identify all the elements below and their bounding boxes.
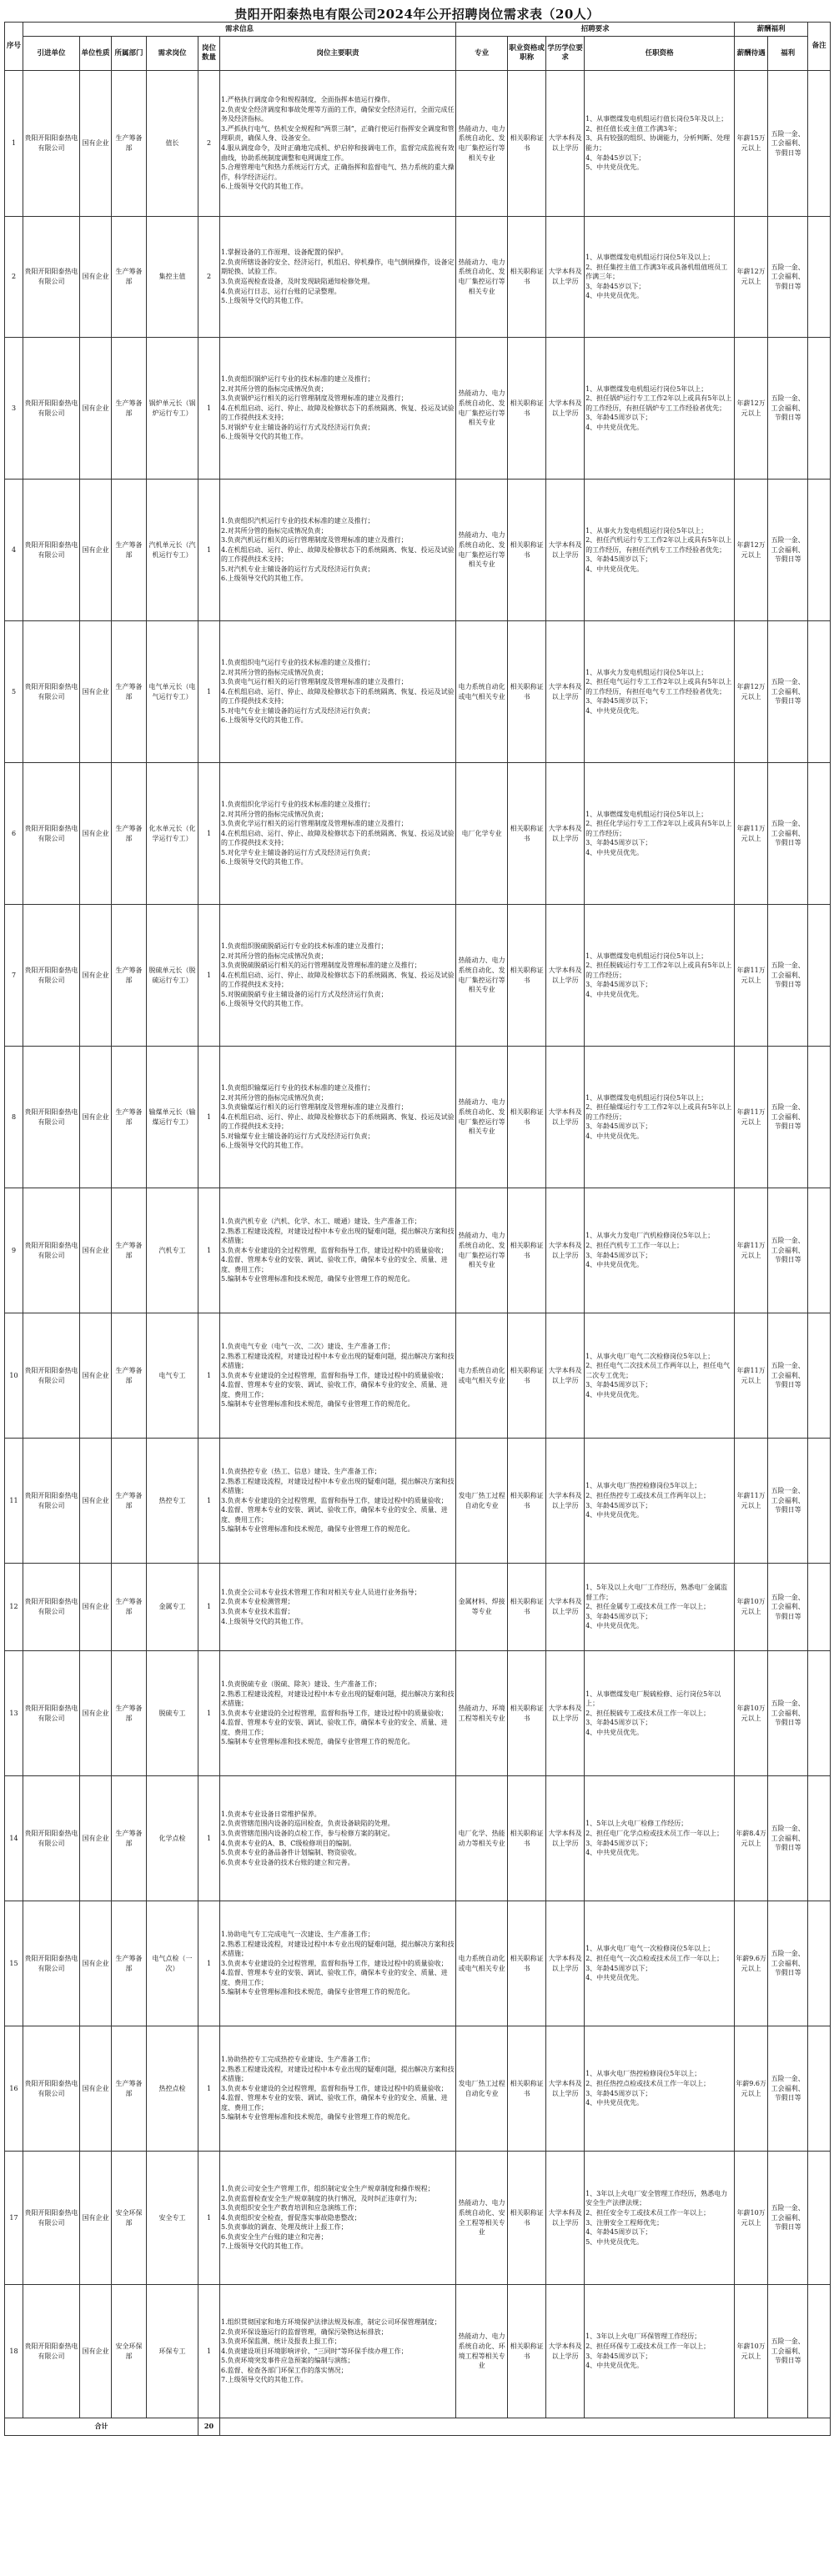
header-post: 需求岗位: [147, 37, 198, 71]
edu-cell: 大学本科及以上学历: [546, 763, 585, 905]
nature-cell: 国有企业: [80, 1776, 112, 1901]
count-cell: 1: [198, 338, 220, 480]
unit-cell: 贵阳开阳阳泰热电有限公司: [23, 1047, 80, 1188]
post-cell: 电气点检（一次）: [147, 1901, 198, 2026]
post-cell: 化水单元长（化学运行专工）: [147, 763, 198, 905]
nature-cell: 国有企业: [80, 2285, 112, 2418]
welfare-cell: 五险一金、工会福利、节假日等: [768, 621, 808, 763]
post-cell: 化学点检: [147, 1776, 198, 1901]
welfare-cell: 五险一金、工会福利、节假日等: [768, 1901, 808, 2026]
post-cell: 输煤单元长（输煤运行专工）: [147, 1047, 198, 1188]
qualification-cell: 1、从事火电厂热控检修岗位5年以上； 2、担任热控专工或技术员工作两年以上； 3、年龄45周岁以下； 4、中共党员优先。: [585, 1439, 735, 1564]
nature-cell: 国有企业: [80, 905, 112, 1047]
major-cell: 热能动力、电力系统自动化、环境工程等相关专业: [456, 2285, 508, 2418]
total-label: 合计: [5, 2418, 198, 2436]
unit-cell: 贵阳开阳阳泰热电有限公司: [23, 71, 80, 217]
qualification-cell: 1、从事燃煤发电厂脱硫检修、运行岗位5年以上； 2、担任脱硫专工或技术员工作一年以上； 3、年龄45周岁以下； 4、中共党员优先。: [585, 1651, 735, 1776]
salary-cell: 年薪8.4万元以上: [735, 1776, 768, 1901]
unit-cell: 贵阳开阳阳泰热电有限公司: [23, 1901, 80, 2026]
qualification-cell: 1、从事燃煤发电机组运行岗位5年以上； 2、担任脱硫运行专工工作2年以上或具有5年以上的工作经历； 3、年龄45周岁以下； 4、中共党员优先。: [585, 905, 735, 1047]
row-number: 6: [5, 763, 23, 905]
row-number: 18: [5, 2285, 23, 2418]
salary-cell: 年薪9.6万元以上: [735, 1901, 768, 2026]
duty-cell: 1.负责组织输煤运行专业的技术标准的建立及推行； 2.对其所分管的指标完成情况负责； 3.负责输煤运行相关的运行管理制度及管理标准的建立及推行； 4.在机组启动、运行、停止、故障及检修状态下的系统隔离、恢复、投运及试验的工作提供技术支持； 5.对输煤专业主辅设备的运行方式及经济运行负责； 6.上级领导交代的其他工作。: [220, 1047, 456, 1188]
count-cell: 1: [198, 1564, 220, 1651]
nature-cell: 国有企业: [80, 1564, 112, 1651]
post-cell: 金属专工: [147, 1564, 198, 1651]
note-cell: [808, 1313, 831, 1439]
edu-cell: 大学本科及以上学历: [546, 1188, 585, 1313]
cert-cell: 相关职称证书: [508, 1901, 546, 2026]
count-cell: 1: [198, 1901, 220, 2026]
row-number: 9: [5, 1188, 23, 1313]
qualification-cell: 1、5年及以上火电厂工作经历，熟悉电厂金属监督工作； 2、担任金属专工或技术员工作一年以上； 3、年龄45周岁以下； 4、中共党员优先。: [585, 1564, 735, 1651]
qualification-cell: 1、从事火力发电机组运行岗位5年以上； 2、担任汽机运行专工工作2年以上或具有5年以上的工作经历，有担任汽机专工工作经验者优先； 3、年龄45周岁以下； 4、中共党员优先。: [585, 480, 735, 621]
major-cell: 电力系统自动化或电气相关专业: [456, 1901, 508, 2026]
nature-cell: 国有企业: [80, 2152, 112, 2285]
count-cell: 1: [198, 1188, 220, 1313]
nature-cell: 国有企业: [80, 480, 112, 621]
cert-cell: 相关职称证书: [508, 338, 546, 480]
edu-cell: 大学本科及以上学历: [546, 217, 585, 338]
note-cell: [808, 1776, 831, 1901]
major-cell: 电力系统自动化或电气相关专业: [456, 1313, 508, 1439]
welfare-cell: 五险一金、工会福利、节假日等: [768, 763, 808, 905]
duty-cell: 1.负责组织化学运行专业的技术标准的建立及推行； 2.对其所分管的指标完成情况负责； 3.负责化学运行相关的运行管理制度及管理标准的建立及推行； 4.在机组启动、运行、停止、故障及检修状态下的系统隔离、恢复、投运及试验的工作提供技术支持； 5.对化学专业主辅设备的运行方式及经济运行负责； 6.上级领导交代的其他工作。: [220, 763, 456, 905]
salary-cell: 年薪11万元以上: [735, 763, 768, 905]
qualification-cell: 1、从事燃煤发电机组运行岗位5年以上； 2、担任锅炉运行专工工作2年以上或具有5年以上的工作经历，有担任锅炉专工工作经验者优先； 3、年龄45周岁以下； 4、中共党员优先。: [585, 338, 735, 480]
post-cell: 电气单元长（电气运行专工）: [147, 621, 198, 763]
welfare-cell: 五险一金、工会福利、节假日等: [768, 217, 808, 338]
note-cell: [808, 2152, 831, 2285]
salary-cell: 年薪10万元以上: [735, 1564, 768, 1651]
duty-cell: 1.组织贯彻国家和地方环境保护法律法规及标准，制定公司环保管理制度； 2.负责环保设施运行的监督管理，确保污染物达标排放； 3.负责环保监测、统计及报表上报工作； 4.负责建设项目环境影响评价、“三同时”等环保手续办理工作； 5.负责环境突发事件应急预案的编制与演练； 6.监督、检查各部门环保工作的落实情况； 7.上级领导交代的其他工作。: [220, 2285, 456, 2418]
table-row: [5, 71, 831, 217]
unit-cell: 贵阳开阳阳泰热电有限公司: [23, 1564, 80, 1651]
nature-cell: 国有企业: [80, 71, 112, 217]
dept-cell: 生产筹备部: [112, 1313, 147, 1439]
duty-cell: 1.负责汽机专业（汽机、化学、水工、暖通）建设、生产准备工作； 2.熟悉工程建设流程，对建设过程中本专业出现的疑难问题，提出解决方案和技术措施； 3.负责本专业建设的全过程管理，监督和指导工作，建设过程中的质量验收； 4.监督、管理本专业的安装、调试、验收工作，确保本专业的安全、质量、进度、费用工作； 5.编制本专业管理标准和技术规范，确保专业管理工作的规范化。: [220, 1188, 456, 1313]
post-cell: 电气专工: [147, 1313, 198, 1439]
header-cert: 职业资格或职称: [508, 37, 546, 71]
major-cell: 电厂化学专业: [456, 763, 508, 905]
duty-cell: 1.负责本专业设备日常维护保养。 2.负责管辖范围内设备的巡回检查，负责设备缺陷的处理。 3.负责管辖范围内设备的点检工作，参与检修方案的制定。 4.负责本专业的A、B、C级检修项目的编制。 5.负责本专业的备品备件计划编制、物资验收。 6.负责本专业设备的技术台账的建立和完善。: [220, 1776, 456, 1901]
duty-cell: 1.负责组织汽机运行专业的技术标准的建立及推行； 2.对其所分管的指标完成情况负责； 3.负责汽机运行相关的运行管理制度及管理标准的建立及推行； 4.在机组启动、运行、停止、故障及检修状态下的系统隔离、恢复、投运及试验的工作提供技术支持； 5.对汽机专业主辅设备的运行方式及经济运行负责； 6.上级领导交代的其他工作。: [220, 480, 456, 621]
qualification-cell: 1、3年以上火电厂安全管理工作经历，熟悉电力安全生产法律法规； 2、担任安全专工或技术员工作一年以上； 3、注册安全工程师优先； 4、年龄45周岁以下； 5、中共党员优先。: [585, 2152, 735, 2285]
note-cell: [808, 1651, 831, 1776]
qualification-cell: 1、从事火力发电厂汽机检修岗位5年以上； 2、担任汽机专工工作一年以上； 3、年龄45周岁以下； 4、中共党员优先。: [585, 1188, 735, 1313]
header-major: 专业: [456, 37, 508, 71]
edu-cell: 大学本科及以上学历: [546, 480, 585, 621]
note-cell: [808, 621, 831, 763]
major-cell: 热能动力、电力系统自动化、发电厂集控运行等相关专业: [456, 480, 508, 621]
post-cell: 汽机单元长（汽机运行专工）: [147, 480, 198, 621]
count-cell: 1: [198, 1439, 220, 1564]
nature-cell: 国有企业: [80, 763, 112, 905]
note-cell: [808, 480, 831, 621]
unit-cell: 贵阳开阳阳泰热电有限公司: [23, 621, 80, 763]
table-row: [5, 1313, 831, 1439]
cert-cell: 相关职称证书: [508, 621, 546, 763]
total-count: 20: [198, 2418, 220, 2436]
header-count: 岗位数量: [198, 37, 220, 71]
table-row: [5, 1047, 831, 1188]
welfare-cell: 五险一金、工会福利、节假日等: [768, 1564, 808, 1651]
salary-cell: 年薪12万元以上: [735, 621, 768, 763]
note-cell: [808, 1188, 831, 1313]
note-cell: [808, 1439, 831, 1564]
major-cell: 热能动力、电力系统自动化、安全工程等相关专业: [456, 2152, 508, 2285]
salary-cell: 年薪11万元以上: [735, 1439, 768, 1564]
row-number: 10: [5, 1313, 23, 1439]
unit-cell: 贵阳开阳阳泰热电有限公司: [23, 1313, 80, 1439]
header-group-requirements: 招聘要求: [456, 23, 735, 37]
cert-cell: 相关职称证书: [508, 2285, 546, 2418]
salary-cell: 年薪15万元以上: [735, 71, 768, 217]
salary-cell: 年薪10万元以上: [735, 2285, 768, 2418]
row-number: 12: [5, 1564, 23, 1651]
salary-cell: 年薪12万元以上: [735, 338, 768, 480]
cert-cell: 相关职称证书: [508, 1776, 546, 1901]
welfare-cell: 五险一金、工会福利、节假日等: [768, 338, 808, 480]
unit-cell: 贵阳开阳阳泰热电有限公司: [23, 2026, 80, 2152]
header-group-demand: 需求信息: [23, 23, 456, 37]
edu-cell: 大学本科及以上学历: [546, 1651, 585, 1776]
unit-cell: 贵阳开阳阳泰热电有限公司: [23, 2285, 80, 2418]
major-cell: 热能动力、电力系统自动化、发电厂集控运行等相关专业: [456, 1047, 508, 1188]
header-duty: 岗位主要职责: [220, 37, 456, 71]
dept-cell: 安全环保部: [112, 2285, 147, 2418]
row-number: 7: [5, 905, 23, 1047]
cert-cell: 相关职称证书: [508, 1439, 546, 1564]
table-row: [5, 1439, 831, 1564]
major-cell: 电力系统自动化或电气相关专业: [456, 621, 508, 763]
count-cell: 1: [198, 1047, 220, 1188]
post-cell: 热控点检: [147, 2026, 198, 2152]
count-cell: 1: [198, 763, 220, 905]
major-cell: 发电厂热工过程自动化专业: [456, 1439, 508, 1564]
welfare-cell: 五险一金、工会福利、节假日等: [768, 1776, 808, 1901]
unit-cell: 贵阳开阳阳泰热电有限公司: [23, 217, 80, 338]
cert-cell: 相关职称证书: [508, 217, 546, 338]
nature-cell: 国有企业: [80, 217, 112, 338]
table-row: [5, 2026, 831, 2152]
note-cell: [808, 338, 831, 480]
cert-cell: 相关职称证书: [508, 1651, 546, 1776]
salary-cell: 年薪11万元以上: [735, 1313, 768, 1439]
duty-cell: 1.严格执行调度命令和规程制度，全面指挥本值运行操作。 2.负责安全经济调度和事故处理等方面的工作，确保安全经济运行，全面完成任务及经济指标。 3.严抓执行电气、热机安全规程和“两票三制”，正确行使运行指挥安全调度和管理职责，确保人身、设备安全。 4.服从调度命令，及时正确地完成机、炉启停和接调电工作，监督完成监视有效曲线，协助系统制度调整和电网调度工作。 5.合理管理电气和热力系统运行方式，正确指挥和监督电气、热力系统的重大操作，科学经济运行。 6.上级领导交代的其他工作。: [220, 71, 456, 217]
qualification-cell: 1、从事火电厂电气一次检修岗位5年以上； 2、担任电气一次点检或技术员工作一年以上； 3、年龄45周岁以下； 4、中共党员优先。: [585, 1901, 735, 2026]
post-cell: 集控主值: [147, 217, 198, 338]
qualification-cell: 1、从事燃煤发电机组运行岗位5年及以上； 2、担任集控主值工作满3年或具备机组值班员工作满三年； 3、年龄45岁以下； 4、中共党员优先。: [585, 217, 735, 338]
dept-cell: 生产筹备部: [112, 1188, 147, 1313]
major-cell: 发电厂热工过程自动化专业: [456, 2026, 508, 2152]
qualification-cell: 1、从事燃煤发电机组运行值长岗位5年及以上； 2、担任值长或主值工作满3年； 3、具有较强的组织、协调能力，分析判断、处理能力； 4、年龄45岁以下； 5、中共党员优先。: [585, 71, 735, 217]
nature-cell: 国有企业: [80, 338, 112, 480]
count-cell: 1: [198, 2285, 220, 2418]
dept-cell: 生产筹备部: [112, 763, 147, 905]
qualification-cell: 1、从事燃煤发电机组运行岗位5年以上； 2、担任输煤运行专工工作2年以上或具有5年以上的工作经历； 3、年龄45周岁以下； 4、中共党员优先。: [585, 1047, 735, 1188]
cert-cell: 相关职称证书: [508, 71, 546, 217]
dept-cell: 生产筹备部: [112, 1047, 147, 1188]
row-number: 17: [5, 2152, 23, 2285]
row-number: 15: [5, 1901, 23, 2026]
total-row: [5, 2418, 831, 2436]
duty-cell: 1.协助热控专工完成热控专业建设、生产准备工作； 2.熟悉工程建设流程，对建设过程中本专业出现的疑难问题，提出解决方案和技术措施； 3.负责本专业建设的全过程管理，监督和指导工作，建设过程中的质量验收； 4.监督、管理本专业的安装、调试、验收工作，确保本专业的安全、质量、进度、费用工作； 5.编制本专业管理标准和技术规范，确保专业管理工作的规范化。: [220, 2026, 456, 2152]
post-cell: 安全专工: [147, 2152, 198, 2285]
duty-cell: 1.负责组织锅炉运行专业的技术标准的建立及推行； 2.对其所分管的指标完成情况负责； 3.负责锅炉运行相关的运行管理制度及管理标准的建立及推行； 4.在机组启动、运行、停止、故障及检修状态下的系统隔离、恢复、投运及试验的工作提供技术支持； 5.对锅炉专业主辅设备的运行方式及经济运行负责； 6.上级领导交代的其他工作。: [220, 338, 456, 480]
edu-cell: 大学本科及以上学历: [546, 2152, 585, 2285]
cert-cell: 相关职称证书: [508, 1188, 546, 1313]
note-cell: [808, 1564, 831, 1651]
edu-cell: 大学本科及以上学历: [546, 621, 585, 763]
table-row: [5, 763, 831, 905]
duty-cell: 1.负责组织脱硫脱硝运行专业的技术标准的建立及推行； 2.对其所分管的指标完成情况负责； 3.负责脱硫脱硝运行相关的运行管理制度及管理标准的建立及推行； 4.在机组启动、运行、停止、故障及检修状态下的系统隔离、恢复、投运及试验的工作提供技术支持； 5.对脱硫脱硝专业主辅设备的运行方式及经济运行负责； 6.上级领导交代的其他工作。: [220, 905, 456, 1047]
major-cell: 热能动力、电力系统自动化、发电厂集控运行等相关专业: [456, 71, 508, 217]
header-edu: 学历学位要求: [546, 37, 585, 71]
major-cell: 热能动力、电力系统自动化、发电厂集控运行等相关专业: [456, 217, 508, 338]
count-cell: 1: [198, 1776, 220, 1901]
table-row: [5, 1564, 831, 1651]
note-cell: [808, 71, 831, 217]
unit-cell: 贵阳开阳阳泰热电有限公司: [23, 480, 80, 621]
post-cell: 汽机专工: [147, 1188, 198, 1313]
dept-cell: 生产筹备部: [112, 480, 147, 621]
cert-cell: 相关职称证书: [508, 2026, 546, 2152]
unit-cell: 贵阳开阳阳泰热电有限公司: [23, 1651, 80, 1776]
welfare-cell: 五险一金、工会福利、节假日等: [768, 1439, 808, 1564]
table-row: [5, 217, 831, 338]
salary-cell: 年薪12万元以上: [735, 480, 768, 621]
note-cell: [808, 2026, 831, 2152]
salary-cell: 年薪11万元以上: [735, 905, 768, 1047]
header-qual: 任职资格: [585, 37, 735, 71]
table-row: [5, 1651, 831, 1776]
row-number: 2: [5, 217, 23, 338]
duty-cell: 1.负责全公司本专业技术管理工作和对相关专业人员进行业务指导； 2.负责本专业检测管理； 3.负责本专业技术监督； 4.上级领导交代的其他工作。: [220, 1564, 456, 1651]
row-number: 14: [5, 1776, 23, 1901]
post-cell: 值长: [147, 71, 198, 217]
count-cell: 1: [198, 1651, 220, 1776]
salary-cell: 年薪10万元以上: [735, 1651, 768, 1776]
dept-cell: 生产筹备部: [112, 71, 147, 217]
note-cell: [808, 1901, 831, 2026]
dept-cell: 生产筹备部: [112, 1776, 147, 1901]
table-row: [5, 2152, 831, 2285]
salary-cell: 年薪9.6万元以上: [735, 2026, 768, 2152]
major-cell: 金属材料、焊接等专业: [456, 1564, 508, 1651]
header-unit: 引进单位: [23, 37, 80, 71]
cert-cell: 相关职称证书: [508, 763, 546, 905]
dept-cell: 生产筹备部: [112, 1651, 147, 1776]
qualification-cell: 1、3年以上火电厂环保管理工作经历； 2、担任环保专工或技术员工作一年以上； 3、年龄45周岁以下； 4、中共党员优先。: [585, 2285, 735, 2418]
dept-cell: 生产筹备部: [112, 2026, 147, 2152]
duty-cell: 1.负责脱硫专业（脱硫、除灰）建设、生产准备工作； 2.熟悉工程建设流程，对建设过程中本专业出现的疑难问题，提出解决方案和技术措施； 3.负责本专业建设的全过程管理，监督和指导工作，建设过程中的质量验收； 4.监督、管理本专业的安装、调试、验收工作，确保本专业的安全、质量、进度、费用工作； 5.编制本专业管理标准和技术规范，确保专业管理工作的规范化。: [220, 1651, 456, 1776]
note-cell: [808, 905, 831, 1047]
edu-cell: 大学本科及以上学历: [546, 1439, 585, 1564]
row-number: 11: [5, 1439, 23, 1564]
duty-cell: 1.负责热控专业（热工、信息）建设、生产准备工作； 2.熟悉工程建设流程，对建设过程中本专业出现的疑难问题，提出解决方案和技术措施； 3.负责本专业建设的全过程管理，监督和指导工作，建设过程中的质量验收； 4.监督、管理本专业的安装、调试、验收工作，确保本专业的安全、质量、进度、费用工作； 5.编制本专业管理标准和技术规范，确保专业管理工作的规范化。: [220, 1439, 456, 1564]
table-row: [5, 1901, 831, 2026]
edu-cell: 大学本科及以上学历: [546, 1776, 585, 1901]
count-cell: 1: [198, 2152, 220, 2285]
cert-cell: 相关职称证书: [508, 2152, 546, 2285]
qualification-cell: 1、从事火电厂电气二次检修岗位5年以上； 2、担任电气二次技术员工作两年以上，担任电气二次专工优先； 3、年龄45周岁以下； 4、中共党员优先。: [585, 1313, 735, 1439]
edu-cell: 大学本科及以上学历: [546, 1313, 585, 1439]
count-cell: 2: [198, 217, 220, 338]
duty-cell: 1.负责组织电气运行专业的技术标准的建立及推行； 2.对其所分管的指标完成情况负责； 3.负责电气运行相关的运行管理制度及管理标准的建立及推行； 4.在机组启动、运行、停止、故障及检修状态下的系统隔离、恢复、投运及试验的工作提供技术支持； 5.对电气专业主辅设备的运行方式及经济运行负责； 6.上级领导交代的其他工作。: [220, 621, 456, 763]
welfare-cell: 五险一金、工会福利、节假日等: [768, 1047, 808, 1188]
row-number: 8: [5, 1047, 23, 1188]
dept-cell: 生产筹备部: [112, 217, 147, 338]
nature-cell: 国有企业: [80, 1188, 112, 1313]
major-cell: 热能动力、电力系统自动化、发电厂集控运行等相关专业: [456, 1188, 508, 1313]
row-number: 3: [5, 338, 23, 480]
cert-cell: 相关职称证书: [508, 1047, 546, 1188]
unit-cell: 贵阳开阳阳泰热电有限公司: [23, 905, 80, 1047]
table-row: [5, 1776, 831, 1901]
welfare-cell: 五险一金、工会福利、节假日等: [768, 1188, 808, 1313]
page-title: 贵阳开阳泰热电有限公司2024年公开招聘岗位需求表（20人）: [234, 7, 600, 22]
salary-cell: 年薪11万元以上: [735, 1188, 768, 1313]
cert-cell: 相关职称证书: [508, 905, 546, 1047]
post-cell: 锅炉单元长（锅炉运行专工）: [147, 338, 198, 480]
note-cell: [808, 217, 831, 338]
header-welfare: 福利: [768, 37, 808, 71]
row-number: 16: [5, 2026, 23, 2152]
edu-cell: 大学本科及以上学历: [546, 905, 585, 1047]
dept-cell: 生产筹备部: [112, 338, 147, 480]
major-cell: 热能动力、电力系统自动化、发电厂集控运行等相关专业: [456, 338, 508, 480]
qualification-cell: 1、从事火电厂热控检修岗位5年以上； 2、担任热控点检或技术员工作一年以上； 3、年龄45周岁以下； 4、中共党员优先。: [585, 2026, 735, 2152]
nature-cell: 国有企业: [80, 1651, 112, 1776]
edu-cell: 大学本科及以上学历: [546, 2285, 585, 2418]
welfare-cell: 五险一金、工会福利、节假日等: [768, 71, 808, 217]
dept-cell: 生产筹备部: [112, 1439, 147, 1564]
count-cell: 1: [198, 621, 220, 763]
table-row: [5, 2285, 831, 2418]
count-cell: 1: [198, 480, 220, 621]
cert-cell: 相关职称证书: [508, 480, 546, 621]
duty-cell: 1.负责电气专业（电气一次、二次）建设、生产准备工作； 2.熟悉工程建设流程，对建设过程中本专业出现的疑难问题，提出解决方案和技术措施； 3.负责本专业建设的全过程管理，监督和指导工作，建设过程中的质量验收； 4.监督、管理本专业的安装、调试、验收工作，确保本专业的安全、质量、进度、费用工作； 5.编制本专业管理标准和技术规范，确保专业管理工作的规范化。: [220, 1313, 456, 1439]
qualification-cell: 1、5年以上火电厂检修工作经历； 2、担任电厂化学点检或技术员工作一年以上； 3、年龄45周岁以下； 4、中共党员优先。: [585, 1776, 735, 1901]
row-number: 4: [5, 480, 23, 621]
unit-cell: 贵阳开阳阳泰热电有限公司: [23, 338, 80, 480]
edu-cell: 大学本科及以上学历: [546, 338, 585, 480]
count-cell: 1: [198, 905, 220, 1047]
qualification-cell: 1、从事燃煤发电机组运行岗位5年以上； 2、担任化学运行专工工作2年以上或具有5年以上的工作经历； 3、年龄45周岁以下； 4、中共党员优先。: [585, 763, 735, 905]
header-salary: 薪酬待遇: [735, 37, 768, 71]
header-dept: 所属部门: [112, 37, 147, 71]
header-nature: 单位性质: [80, 37, 112, 71]
count-cell: 1: [198, 2026, 220, 2152]
post-cell: 脱硫单元长（脱硫运行专工）: [147, 905, 198, 1047]
welfare-cell: 五险一金、工会福利、节假日等: [768, 480, 808, 621]
row-number: 1: [5, 71, 23, 217]
welfare-cell: 五险一金、工会福利、节假日等: [768, 2152, 808, 2285]
major-cell: 热能动力、环境工程等相关专业: [456, 1651, 508, 1776]
dept-cell: 生产筹备部: [112, 1564, 147, 1651]
duty-cell: 1.协助电气专工完成电气一次建设、生产准备工作； 2.熟悉工程建设流程，对建设过程中本专业出现的疑难问题，提出解决方案和技术措施； 3.负责本专业建设的全过程管理，监督和指导工作，建设过程中的质量验收； 4.监督、管理本专业的安装、调试、验收工作，确保本专业的安全、质量、进度、费用工作； 5.编制本专业管理标准和技术规范，确保专业管理工作的规范化。: [220, 1901, 456, 2026]
duty-cell: 1.掌握设备的工作原理、设备配置的保护。 2.负责所辖设备的安全、经济运行，机组启、停机操作，电气倒闸操作，设备定期轮换、试验工作。 3.负责巡视检查设备，及时发现缺陷通知检修处理。 4.负责运行日志、运行台账的记录整理。 5.上级领导交代的其他工作。: [220, 217, 456, 338]
welfare-cell: 五险一金、工会福利、节假日等: [768, 905, 808, 1047]
cert-cell: 相关职称证书: [508, 1313, 546, 1439]
unit-cell: 贵阳开阳阳泰热电有限公司: [23, 1776, 80, 1901]
edu-cell: 大学本科及以上学历: [546, 71, 585, 217]
recruitment-table: [4, 22, 831, 2436]
dept-cell: 安全环保部: [112, 2152, 147, 2285]
nature-cell: 国有企业: [80, 621, 112, 763]
post-cell: 环保专工: [147, 2285, 198, 2418]
table-row: [5, 1188, 831, 1313]
salary-cell: 年薪12万元以上: [735, 217, 768, 338]
edu-cell: 大学本科及以上学历: [546, 2026, 585, 2152]
major-cell: 电厂化学、热能动力等相关专业: [456, 1776, 508, 1901]
welfare-cell: 五险一金、工会福利、节假日等: [768, 2026, 808, 2152]
header-note: 备注: [808, 23, 831, 71]
salary-cell: 年薪11万元以上: [735, 1047, 768, 1188]
major-cell: 热能动力、电力系统自动化、发电厂集控运行等相关专业: [456, 905, 508, 1047]
note-cell: [808, 1047, 831, 1188]
duty-cell: 1.负责公司安全生产管理工作，组织制定安全生产规章制度和操作规程； 2.负责监督检查安全生产规章制度的执行情况，及时纠正违章行为； 3.负责组织安全生产教育培训和应急演练工作； 4.负责组织安全检查，督促落实事故隐患整改； 5.负责事故的调查、处理及统计上报工作； 6.负责安全生产台账的建立和完善； 7.上级领导交代的其他工作。: [220, 2152, 456, 2285]
row-number: 13: [5, 1651, 23, 1776]
salary-cell: 年薪10万元以上: [735, 2152, 768, 2285]
row-number: 5: [5, 621, 23, 763]
count-cell: 2: [198, 71, 220, 217]
unit-cell: 贵阳开阳阳泰热电有限公司: [23, 2152, 80, 2285]
welfare-cell: 五险一金、工会福利、节假日等: [768, 2285, 808, 2418]
dept-cell: 生产筹备部: [112, 1901, 147, 2026]
edu-cell: 大学本科及以上学历: [546, 1047, 585, 1188]
edu-cell: 大学本科及以上学历: [546, 1564, 585, 1651]
welfare-cell: 五险一金、工会福利、节假日等: [768, 1651, 808, 1776]
welfare-cell: 五险一金、工会福利、节假日等: [768, 1313, 808, 1439]
table-row: [5, 338, 831, 480]
header-group-pay: 薪酬福利: [735, 23, 808, 37]
count-cell: 1: [198, 1313, 220, 1439]
post-cell: 脱硫专工: [147, 1651, 198, 1776]
nature-cell: 国有企业: [80, 1047, 112, 1188]
cert-cell: 相关职称证书: [508, 1564, 546, 1651]
table-row: [5, 905, 831, 1047]
note-cell: [808, 2285, 831, 2418]
post-cell: 热控专工: [147, 1439, 198, 1564]
note-cell: [808, 763, 831, 905]
edu-cell: 大学本科及以上学历: [546, 1901, 585, 2026]
unit-cell: 贵阳开阳阳泰热电有限公司: [23, 763, 80, 905]
nature-cell: 国有企业: [80, 1901, 112, 2026]
nature-cell: 国有企业: [80, 2026, 112, 2152]
table-row: [5, 480, 831, 621]
nature-cell: 国有企业: [80, 1313, 112, 1439]
header-no: 序号: [5, 23, 23, 71]
nature-cell: 国有企业: [80, 1439, 112, 1564]
dept-cell: 生产筹备部: [112, 621, 147, 763]
total-blank: [220, 2418, 831, 2436]
dept-cell: 生产筹备部: [112, 905, 147, 1047]
unit-cell: 贵阳开阳阳泰热电有限公司: [23, 1188, 80, 1313]
qualification-cell: 1、从事火力发电机组运行岗位5年以上； 2、担任电气运行专工工作2年以上或具有5年以上的工作经历，有担任电气专工工作经验者优先； 3、年龄45周岁以下； 4、中共党员优先。: [585, 621, 735, 763]
table-row: [5, 621, 831, 763]
unit-cell: 贵阳开阳阳泰热电有限公司: [23, 1439, 80, 1564]
